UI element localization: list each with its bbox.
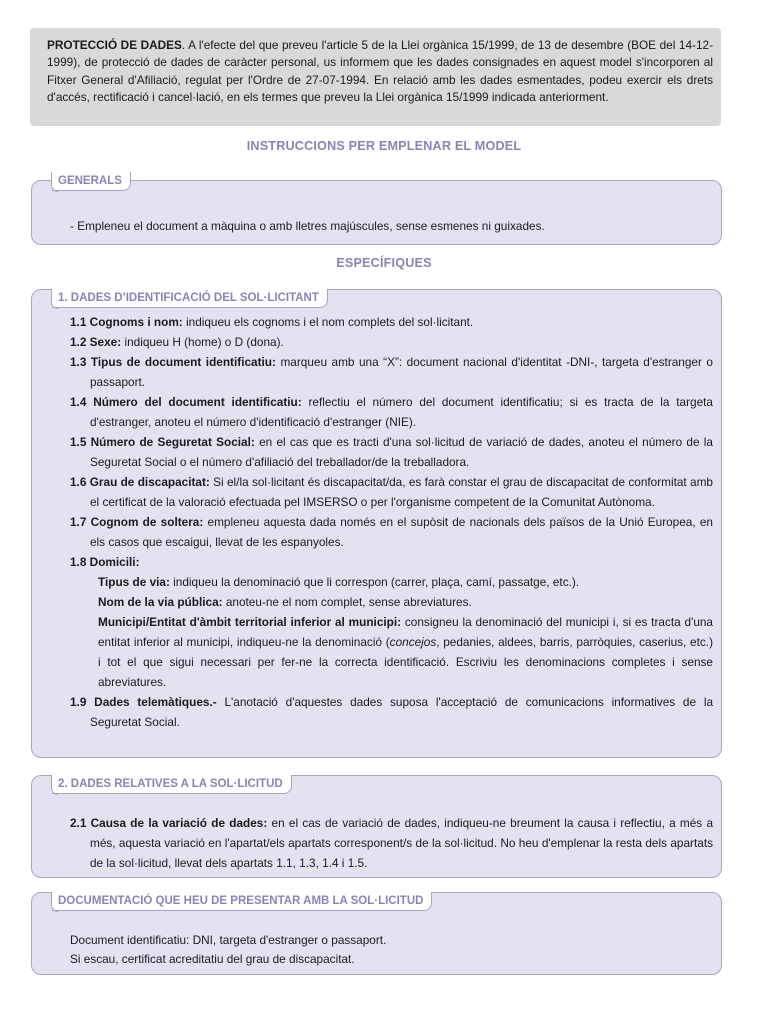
item-1-1: 1.1 Cognoms i nom: indiqueu els cognoms i el nom complets del sol·licitant. <box>70 315 474 329</box>
domicili-via: Tipus de via: indiqueu la denominació que li correspon (carrer, plaça, camí, passatge, etc.). <box>98 575 580 589</box>
doc-line-1: Document identificatiu: DNI, targeta d'estranger o passaport. <box>70 933 387 947</box>
item-2-1: 2.1 Causa de la variació de dades: en el cas de variació de dades, indiqueu-ne breument la causa i reflectiu, a més a més, aquesta variació en l'apartat/els apartats corresponent/s de la sol·licitud. No heu d'emplenar la resta dels apartats de la sol·licitud, llevat dels apartats 1.1, 1.3, 1.4 i 1.5. <box>70 816 714 870</box>
item-1-7: 1.7 Cognom de soltera: empleneu aquesta dada només en el supòsit de nacionals dels països de la Unió Europea, en els casos que escaigui, llevat de les espanyoles. <box>70 515 713 549</box>
generals-tab: GENERALS <box>52 172 131 191</box>
item-1-9: 1.9 Dades telemàtiques.- L'anotació d'aquestes dades suposa l'acceptació de comunicacions informatives de la Seguretat Social. <box>70 695 714 729</box>
section2-tab: 2. DADES RELATIVES A LA SOL·LICITUD <box>52 775 292 794</box>
domicili-municipi: Municipi/Entitat d'àmbit territorial inferior al municipi: consigneu la denominació del municipi i, si es tracta d'una entitat inferior al municipi, indiqueu-ne la denominació (concejos, pedanies, aldees, barris, parròquies, caserius, etc.) i tot el que sigui necessari per fer-ne la correcta identificació. Escriviu les denominacions completes i sense abreviatures. <box>98 615 714 689</box>
section1-tab: 1. DADES D’IDENTIFICACIÓ DEL SOL·LICITANT <box>52 289 328 308</box>
item-1-3: 1.3 Tipus de document identificatiu: marqueu amb una “X”: document nacional d'identitat -DNI-, targeta d'estranger o passaport. <box>70 355 713 389</box>
generals-panel <box>31 175 722 245</box>
item-1-8: 1.8 Domicili: <box>70 555 140 569</box>
section3-tab: DOCUMENTACIÓ QUE HEU DE PRESENTAR AMB LA SOL·LICITUD <box>52 892 432 911</box>
section2-panel <box>31 775 722 878</box>
section1-panel <box>31 289 722 758</box>
item-1-2: 1.2 Sexe: indiqueu H (home) o D (dona). <box>70 335 284 349</box>
item-1-4: 1.4 Número del document identificatiu: reflectiu el número del document identificatiu; si es tracta de la targeta d'estranger, anoteu el número d'identificació d'estranger (NIE). <box>70 395 713 429</box>
privacy-title: PROTECCIÓ DE DADES <box>47 38 182 52</box>
section3-panel <box>31 892 722 975</box>
section2-items <box>70 813 713 873</box>
privacy-notice <box>30 28 721 126</box>
especifiques-heading: ESPECÍFIQUES <box>336 256 432 270</box>
domicili-nom: Nom de la via pública: anoteu-ne el nom complet, sense abreviatures. <box>98 595 472 609</box>
doc-line-2: Si escau, certificat acreditatiu del grau de discapacitat. <box>70 952 355 966</box>
generals-text: - Empleneu el document a màquina o amb lletres majúscules, sense esmenes ni guixades. <box>70 219 545 233</box>
instructions-heading: INSTRUCCIONS PER EMPLENAR EL MODEL <box>246 139 522 153</box>
item-1-5: 1.5 Número de Seguretat Social: en el cas que es tracti d'una sol·licitud de variació de dades, anoteu el número de la Seguretat Social o el número d'afiliació del treballador/de la treballadora. <box>70 435 713 469</box>
item-1-6: 1.6 Grau de discapacitat: Si el/la sol·licitant és discapacitat/da, es farà constar el grau de discapacitat de conformitat amb el certificat de la valoració efectuada pel IMSERSO o per l'organisme competent de la Comunitat Autònoma. <box>70 475 713 509</box>
privacy-text: . A l'efecte del que preveu l'article 5 de la Llei orgànica 15/1999, de 13 de desembre (BOE del 14-12-1999), de protecció de dades de caràcter personal, us informem que les dades consignades en aquest model s'incorporen al Fitxer General d'Afiliació, regulat per l'Ordre de 27-07-1994. En relació amb les dades esmentades, podeu exercir els drets d'accés, rectificació i cancel·lació, en els termes que preveu la Llei orgànica 15/1999 indicada anteriorment. <box>47 38 713 104</box>
section1-items <box>70 312 713 732</box>
